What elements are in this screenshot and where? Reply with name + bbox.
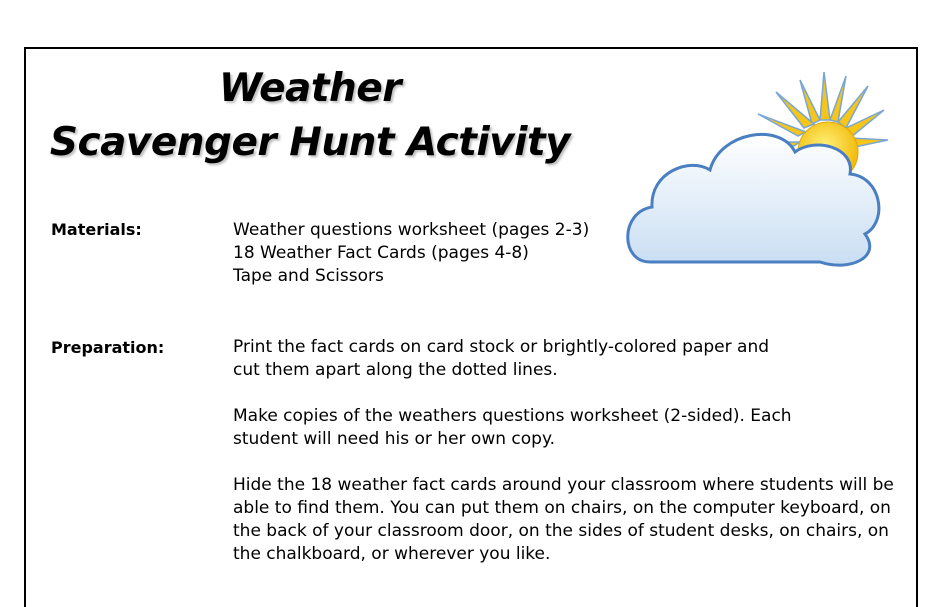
document-title-line-2: Scavenger Hunt Activity <box>49 120 571 165</box>
materials-item: Weather questions worksheet (pages 2-3) <box>233 220 590 240</box>
preparation-paragraph: Make copies of the weathers questions worksheet (2-sided). Each student will need his or her own copy. <box>233 406 792 449</box>
materials-item: Tape and Scissors <box>233 266 384 286</box>
preparation-text <box>233 336 894 589</box>
materials-list <box>233 219 903 288</box>
materials-item: 18 Weather Fact Cards (pages 4-8) <box>233 243 529 263</box>
preparation-paragraph: Print the fact cards on card stock or brightly-colored paper and cut them apart along the dotted lines. <box>233 337 770 380</box>
preparation-label: Preparation: <box>51 338 165 357</box>
preparation-paragraph: Hide the 18 weather fact cards around your classroom where students will be able to find them. You can put them on chairs, on the computer keyboard, on the back of your classroom door, on the sides of student desks, on chairs, on the chalkboard, or wherever you like. <box>233 475 894 564</box>
materials-label: Materials: <box>51 220 142 239</box>
document-title-line-1: Weather <box>219 66 401 111</box>
